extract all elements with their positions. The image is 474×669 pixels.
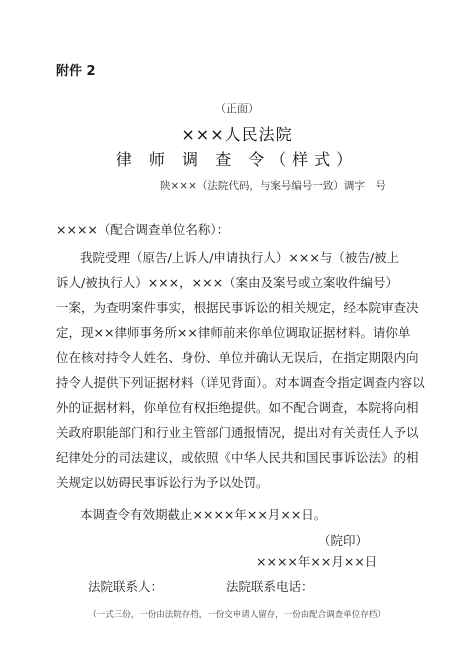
court-seal-label: （院印） — [318, 533, 369, 548]
body-line: 定，现××律师事务所××律师前来你单位调取证据材料。请你单 — [56, 325, 411, 340]
copies-footnote: （一式三份，一份由法院存档，一份交申请人留存，一份由配合调查单位存档） — [88, 610, 386, 620]
body-line: 关规定以妨碍民事诉讼行为予以处罚。 — [56, 475, 269, 490]
court-contact-person-label: 法院联系人： — [88, 579, 164, 594]
validity-line: 本调查令有效期截止××××年××月××日。 — [80, 507, 327, 522]
court-contact-phone-label: 法院联系电话： — [226, 579, 314, 594]
body-line: 诉人/被执行人）×××，×××（案由及案号或立案收件编号） — [56, 275, 399, 290]
body-line: 纪律处分的司法建议，或依照《中华人民共和国民事诉讼法》的相 — [56, 450, 419, 465]
body-line: 位在核对持令人姓名、身份、单位并确认无误后，在指定期限内向 — [56, 350, 419, 365]
body-line: 外的证据材料，你单位有权拒绝提供。如不配合调查，本院将向相 — [56, 400, 419, 415]
body-line: 我院受理（原告/上诉人/申请执行人）×××与（被告/被上 — [80, 250, 400, 265]
body-line: 持令人提供下列证据材料（详见背面）。对本调查令指定调查内容以 — [56, 375, 425, 390]
body-line: 一案，为查明案件事实，根据民事诉讼的相关规定，经本院审查决 — [56, 300, 419, 315]
body-line: 关政府职能部门和行业主管部门通报情况，提出对有关责任人予以 — [56, 425, 419, 440]
document-number: 陕×××（法院代码，与案号编号一致）调字 号 — [160, 180, 386, 192]
side-label: （正面） — [215, 102, 259, 115]
court-title: ×××人民法院 — [181, 125, 293, 144]
addressee-line: ××××（配合调查单位名称）： — [56, 222, 230, 237]
issue-date: ××××年××月××日 — [256, 554, 378, 569]
attachment-label: 附件 2 — [56, 64, 96, 79]
order-title: 律 师 调 查 令（样式） — [115, 150, 359, 169]
